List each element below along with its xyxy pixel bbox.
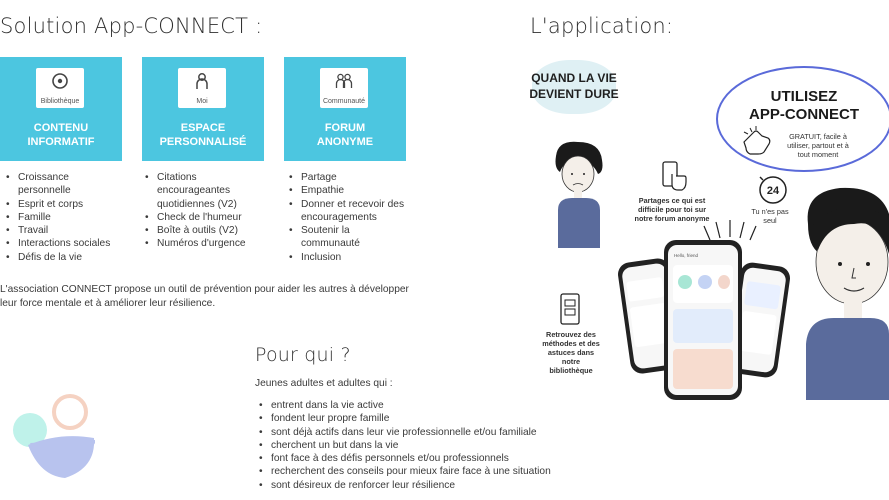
card-title <box>284 121 406 149</box>
list-item: • Inclusion <box>285 251 410 264</box>
icon-label: Bibliothèque <box>40 98 80 105</box>
quand-la-vie-bubble <box>528 60 620 112</box>
big-character-illustration <box>800 184 889 400</box>
icon-label: Communauté <box>322 98 366 105</box>
phone-main <box>664 240 742 400</box>
tu-nes-pas-seul-caption: Tu n'es pas seul <box>751 207 789 225</box>
list-item: • recherchent des conseils pour mieux faire face à une situation <box>255 465 551 478</box>
list-item: • Check de l'humeur <box>141 211 271 224</box>
feature-list-forum <box>285 171 410 264</box>
list-item: • cherchent un but dans la vie <box>255 439 551 452</box>
card-title <box>142 121 264 149</box>
icon-label: Moi <box>196 98 208 105</box>
card-contenu-informatif <box>0 57 122 161</box>
list-item: • Empathie <box>285 184 410 197</box>
card-title-line: INFORMATIF <box>27 136 95 148</box>
people-icon <box>334 71 354 91</box>
card-title-line: PERSONNALISÉ <box>159 136 247 148</box>
list-item: • entrent dans la vie active <box>255 399 551 412</box>
pour-qui-list <box>255 399 551 492</box>
sad-character-illustration <box>548 138 610 248</box>
card-title-line: CONTENU <box>33 122 89 134</box>
utilisez-title-line: UTILISEZ <box>770 88 838 105</box>
list-item: • sont déjà actifs dans leur vie professionnelle et/ou familiale <box>255 426 551 439</box>
card-forum-anonyme <box>284 57 406 161</box>
library-phone-icon <box>558 292 584 326</box>
section-title-application: L'application: <box>530 14 674 38</box>
phone-screen <box>668 245 738 395</box>
bubble-text-line: QUAND LA VIE <box>531 71 617 85</box>
burst-lines <box>700 212 760 242</box>
24h-support-icon <box>757 174 789 206</box>
utilisez-app-connect-bubble <box>716 66 889 172</box>
gratuit-text: GRATUIT, facile à utiliser, partout et à tout moment <box>787 132 849 159</box>
badge-24-text: 24 <box>766 185 780 197</box>
list-item: • fondent leur propre famille <box>255 412 551 425</box>
person-icon <box>192 71 212 91</box>
bubble-text <box>528 70 620 102</box>
book-icon <box>50 71 70 91</box>
pointing-hand-icon <box>740 126 774 156</box>
card-title <box>0 121 122 149</box>
feature-list-espace <box>141 171 271 251</box>
list-item: • Travail <box>2 224 122 237</box>
list-item: • Numéros d'urgence <box>141 237 271 250</box>
list-item: • Esprit et corps <box>2 198 122 211</box>
decorative-shapes <box>10 390 100 485</box>
list-item: • Partage <box>285 171 410 184</box>
list-item: • Donner et recevoir des encouragements <box>285 198 410 225</box>
list-item: • Famille <box>2 211 122 224</box>
phone-touch-icon <box>660 160 688 192</box>
bubble-text-line: DEVIENT DURE <box>529 87 619 101</box>
feature-list-contenu <box>2 171 122 264</box>
list-item: • Interactions sociales <box>2 237 122 250</box>
icon-box <box>36 68 84 108</box>
utilisez-title-line: APP-CONNECT <box>748 106 859 123</box>
list-item: • Soutenir la communauté <box>285 224 410 251</box>
icon-box <box>320 68 368 108</box>
section-title-pour-qui: Pour qui ? <box>255 344 351 366</box>
list-item: • Défis de la vie <box>2 251 122 264</box>
intro-paragraph: L'association CONNECT propose un outil de prévention pour aider les autres à développer leur force mentale et à améliorer leur résilience. <box>0 284 409 309</box>
list-item: • Boîte à outils (V2) <box>141 224 271 237</box>
card-espace-personnalise <box>142 57 264 161</box>
list-item: • Citations encourageantes quotidiennes (V2) <box>141 171 271 211</box>
pour-qui-lead: Jeunes adultes et adultes qui : <box>255 378 393 389</box>
partage-caption: Partages ce qui est difficile pour toi sur notre forum anonyme <box>634 196 710 223</box>
list-item: • sont désireux de renforcer leur résilience <box>255 479 551 492</box>
section-title-solution: Solution App-CONNECT : <box>0 14 263 38</box>
icon-box <box>178 68 226 108</box>
card-title-line: FORUM <box>324 122 366 134</box>
card-title-line: ANONYME <box>316 136 374 148</box>
list-item: • font face à des défis personnels et/ou professionnels <box>255 452 551 465</box>
utilisez-title <box>718 88 889 124</box>
bibliotheque-caption: Retrouvez des méthodes et des astuces dans notre bibliothèque <box>542 330 600 375</box>
card-title-line: ESPACE <box>180 122 226 134</box>
list-item: • Croissance personnelle <box>2 171 122 198</box>
phone-greeting: Hello, friend <box>674 253 699 258</box>
